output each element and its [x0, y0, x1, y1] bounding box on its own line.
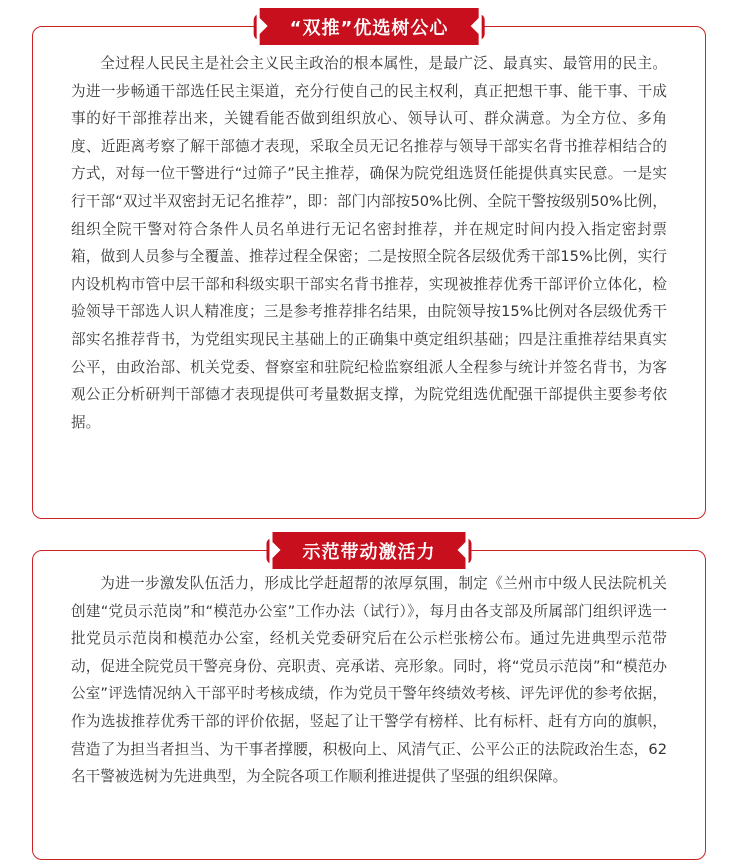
- section-paragraph: 为进一步激发队伍活力，形成比学赶超帮的浓厚氛围，制定《兰州市中级人民法院机关创建“党员示范岗”和“模范办公室”工作办法（试行）》，每月由各支部及所属部门组织评选一批党员示范岗和模范办公室，经机关党委研究后在公示栏张榜公布。通过先进典型示范带动，促进全院党员干警亮身份、亮职责、亮承诺、亮形象。同时，将“党员示范岗”和“模范办公室”评选情况纳入干部平时考核成绩，作为党员干警年终绩效考核、评先评优的参考依据，作为选拔推荐优秀干部的评价依据，竖起了让干警学有榜样、比有标杆、赶有方向的旗帜，营造了为担当者担当、为干事者撑腰，积极向上、风清气正、公平公正的法院政治生态，62名干警被选树为先进典型，为全院各项工作顺利推进提供了坚强的组织保障。: [71, 575, 667, 786]
- section-title: “双推”优选树公心: [289, 17, 449, 39]
- section-title-banner: [254, 8, 485, 45]
- banner-plate: [273, 532, 466, 569]
- section-double-recommendation: [32, 17, 706, 519]
- section-title: 示范带动激活力: [302, 541, 436, 563]
- section-title-banner: [267, 532, 472, 569]
- section-paragraph: 全过程人民民主是社会主义民主政治的根本属性，是最广泛、最真实、最管用的民主。为进一步畅通干部选任民主渠道，充分行使自己的民主权利，真正把想干事、能干事、干成事的好干部推荐出来，关键看能否做到组织放心、领导认可、群众满意。为全方位、多角度、近距离考察了解干部德才表现，采取全员无记名推荐与领导干部实名背书推荐相结合的方式，对每一位干警进行“过筛子”民主推荐，确保为院党组选贤任能提供真实民意。一是实行干部“双过半双密封无记名推荐”，即：部门内部按50%比例、全院干警按级别50%比例，组织全院干警对符合条件人员名单进行无记名密封推荐，并在规定时间内投入指定密封票箱，做到人员参与全覆盖、推荐过程全保密；二是按照全院各层级优秀干部15%比例，实行内设机构市管中层干部和科级实职干部实名背书推荐，实现被推荐优秀干部评价立体化，检验领导干部选人识人精准度；三是参考推荐排名结果，由院领导按15%比例对各层级优秀干部实名推荐背书，为党组实现民主基础上的正确集中奠定组织基础；四是注重推荐结果真实公平，由政治部、机关党委、督察室和驻院纪检监察组派人全程参与统计并签名背书，为客观公正分析研判干部德才表现提供可考量数据支撑，为院党组选优配强干部提供主要参考依据。: [71, 55, 667, 431]
- section-model-leadership: [32, 541, 706, 860]
- banner-plate: [260, 8, 479, 45]
